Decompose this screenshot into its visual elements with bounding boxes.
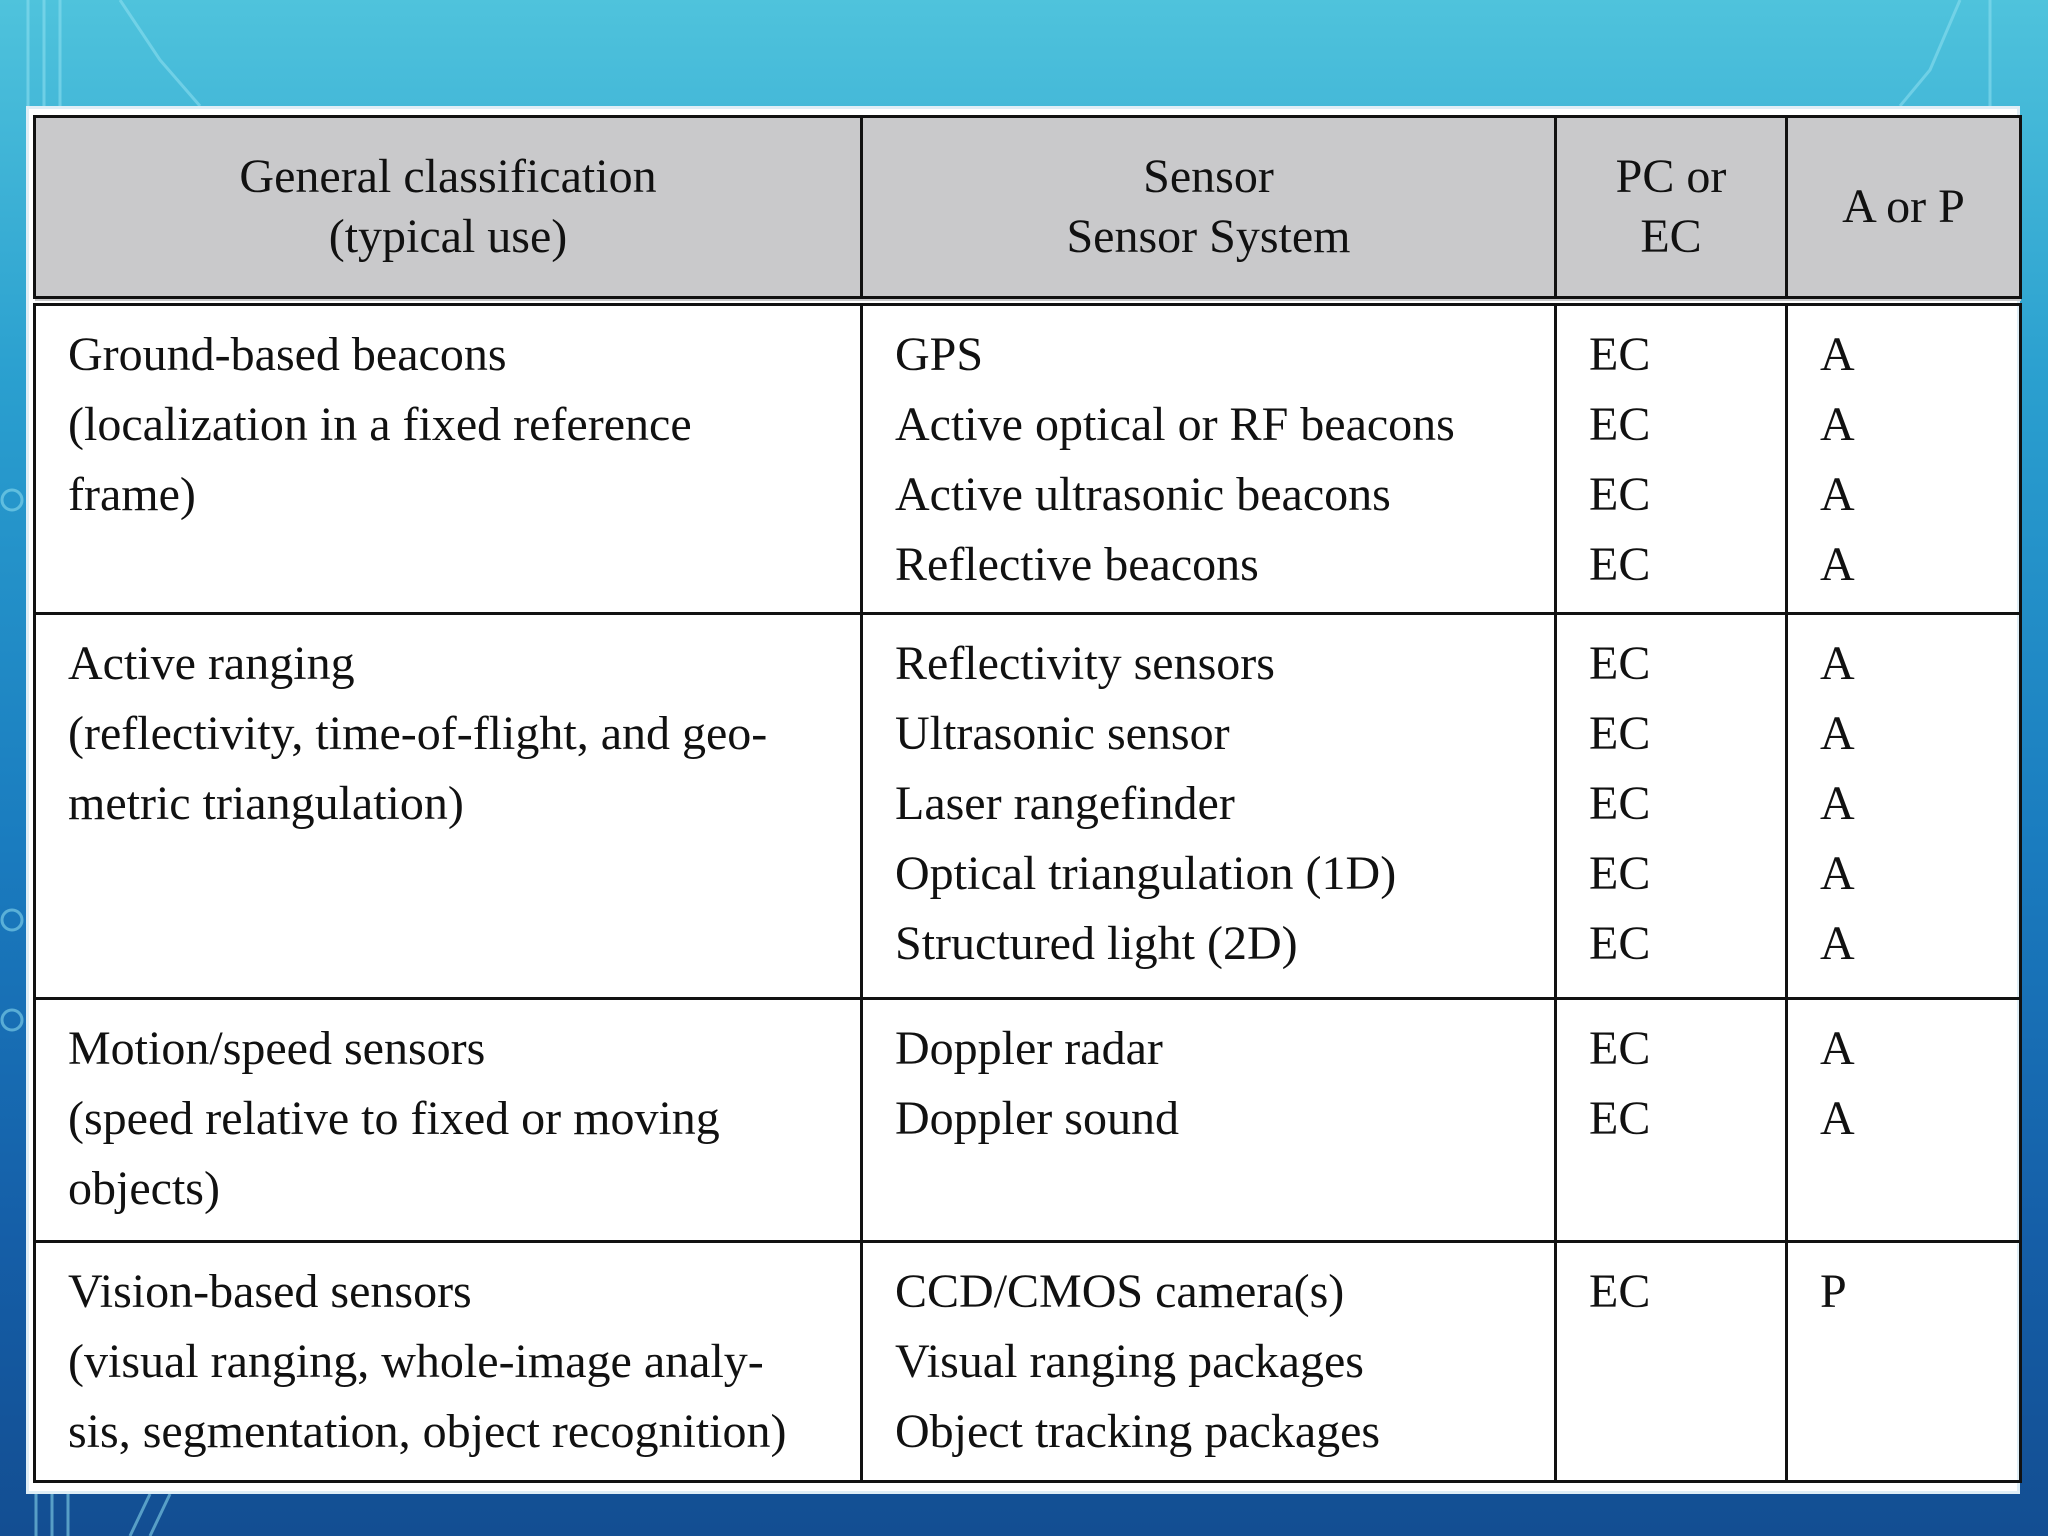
a-p-cell: A A A A <box>1787 301 2021 613</box>
sensor-cell: Reflectivity sensors Ultrasonic sensor Laser rangefinder Optical triangulation (1D) Structured light (2D) <box>862 613 1556 998</box>
table-panel <box>26 106 2020 1494</box>
classification-cell: Motion/speed sensors (speed relative to fixed or moving objects) <box>35 998 862 1241</box>
pc-ec-cell: EC EC EC EC <box>1556 301 1787 613</box>
table-row <box>35 1241 2021 1481</box>
sensor-classification-table <box>33 115 2022 1483</box>
a-p-cell: A A A A A <box>1787 613 2021 998</box>
header-general-classification: General classification (typical use) <box>35 117 862 302</box>
table-row <box>35 301 2021 613</box>
header-sensor-system: Sensor Sensor System <box>862 117 1556 302</box>
a-p-cell: A A <box>1787 998 2021 1241</box>
classification-cell: Vision-based sensors (visual ranging, whole-image analy- sis, segmentation, object recognition) <box>35 1241 862 1481</box>
classification-cell: Ground-based beacons (localization in a fixed reference frame) <box>35 301 862 613</box>
pc-ec-cell: EC <box>1556 1241 1787 1481</box>
sensor-cell: CCD/CMOS camera(s) Visual ranging packages Object tracking packages <box>862 1241 1556 1481</box>
table-row <box>35 998 2021 1241</box>
sensor-cell: Doppler radar Doppler sound <box>862 998 1556 1241</box>
sensor-cell: GPS Active optical or RF beacons Active ultrasonic beacons Reflective beacons <box>862 301 1556 613</box>
table-header-row <box>35 117 2021 302</box>
classification-cell: Active ranging (reflectivity, time-of-flight, and geo- metric triangulation) <box>35 613 862 998</box>
header-pc-or-ec: PC or EC <box>1556 117 1787 302</box>
header-a-or-p: A or P <box>1787 117 2021 302</box>
pc-ec-cell: EC EC <box>1556 998 1787 1241</box>
a-p-cell: P <box>1787 1241 2021 1481</box>
pc-ec-cell: EC EC EC EC EC <box>1556 613 1787 998</box>
table-row <box>35 613 2021 998</box>
